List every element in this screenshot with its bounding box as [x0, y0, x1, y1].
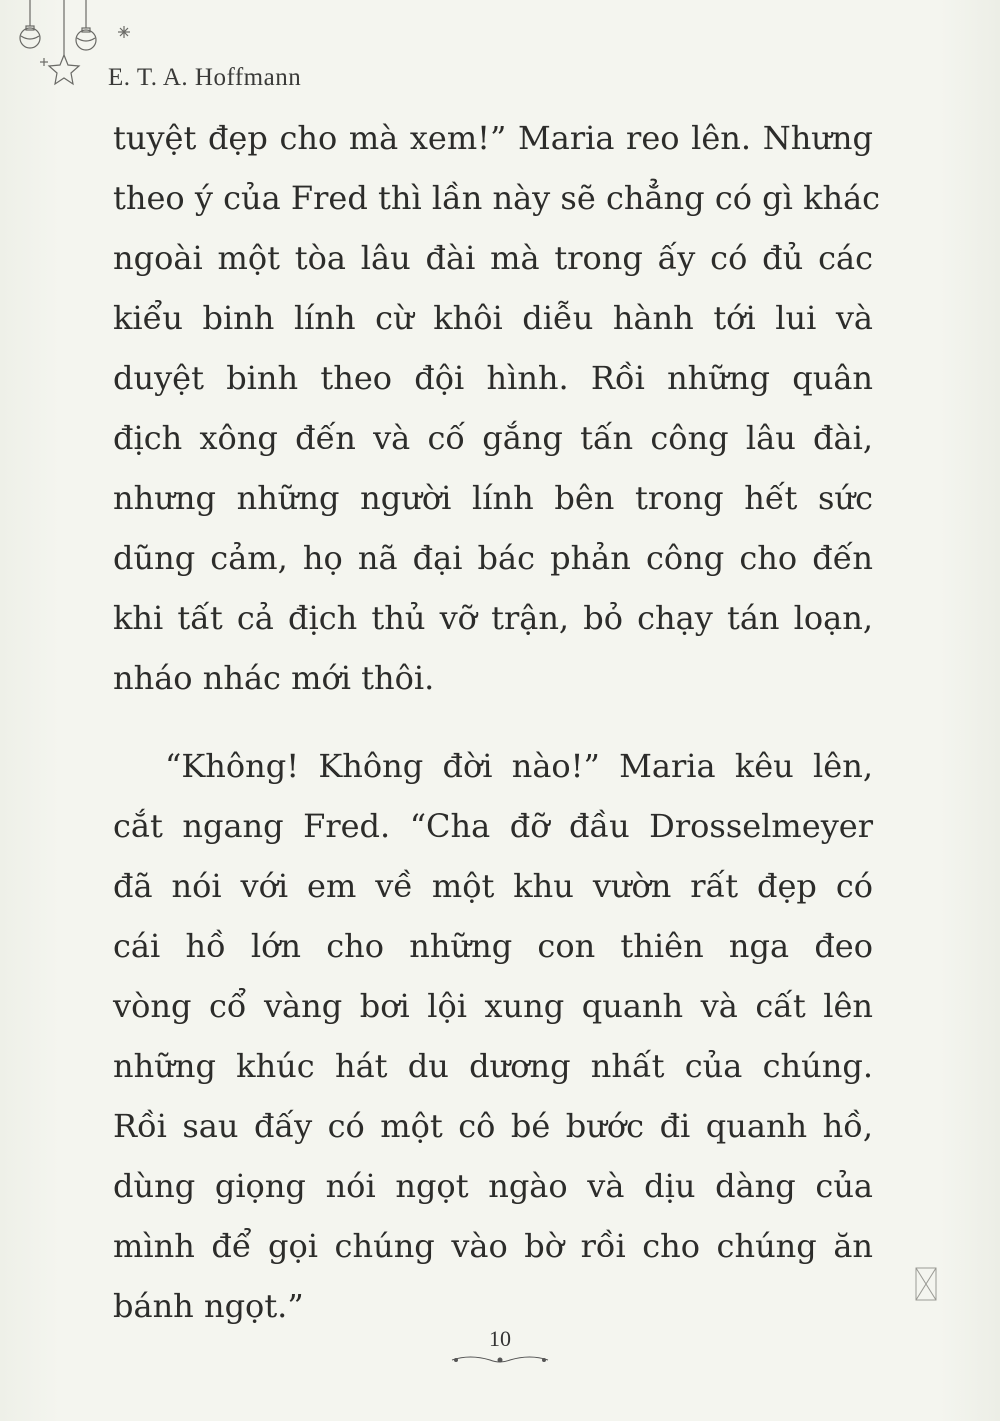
paragraph — [113, 736, 873, 1336]
text-line: nháo nhác mới thôi. — [113, 659, 435, 697]
page-number: 10 — [489, 1326, 511, 1351]
text-line: cắt ngang Fred. “Cha đỡ đầu Drosselmeyer — [113, 807, 873, 845]
running-header-author: E. T. A. Hoffmann — [108, 64, 302, 91]
text-line: bánh ngọt.” — [113, 1287, 304, 1325]
text-line: khi tất cả địch thủ vỡ trận, bỏ chạy tán loạn, — [113, 599, 873, 637]
text-line: dùng giọng nói ngọt ngào và dịu dàng của — [113, 1167, 873, 1205]
text-line: địch xông đến và cố gắng tấn công lâu đài, — [113, 419, 873, 457]
paragraph — [113, 108, 881, 708]
flourish-divider-icon — [450, 1352, 550, 1368]
text-line: “Không! Không đời nào!” Maria kêu lên, — [165, 747, 873, 785]
paragraph-gap — [113, 708, 873, 736]
text-line: dũng cảm, họ nã đại bác phản công cho đến — [113, 539, 873, 577]
text-line: tuyệt đẹp cho mà xem!” Maria reo lên. Nhưng — [113, 119, 873, 157]
text-line: theo ý của Fred thì lần này sẽ chẳng có gì khác — [113, 179, 881, 217]
decorative-mark-icon — [912, 1264, 940, 1304]
text-line: mình để gọi chúng vào bờ rồi cho chúng ăn — [113, 1227, 873, 1265]
text-line: vòng cổ vàng bơi lội xung quanh và cất lên — [113, 987, 873, 1025]
text-line: kiểu binh lính cừ khôi diễu hành tới lui và — [113, 299, 873, 337]
text-line: những khúc hát du dương nhất của chúng. — [113, 1047, 873, 1085]
text-line: đã nói với em về một khu vườn rất đẹp có — [113, 867, 873, 905]
text-line: nhưng những người lính bên trong hết sức — [113, 479, 873, 517]
text-line: Rồi sau đấy có một cô bé bước đi quanh hồ, — [113, 1107, 873, 1145]
text-line: ngoài một tòa lâu đài mà trong ấy có đủ các — [113, 239, 873, 277]
body-text — [113, 108, 881, 1336]
text-line: cái hồ lớn cho những con thiên nga đeo — [113, 927, 873, 965]
text-line: duyệt binh theo đội hình. Rồi những quân — [113, 359, 873, 397]
